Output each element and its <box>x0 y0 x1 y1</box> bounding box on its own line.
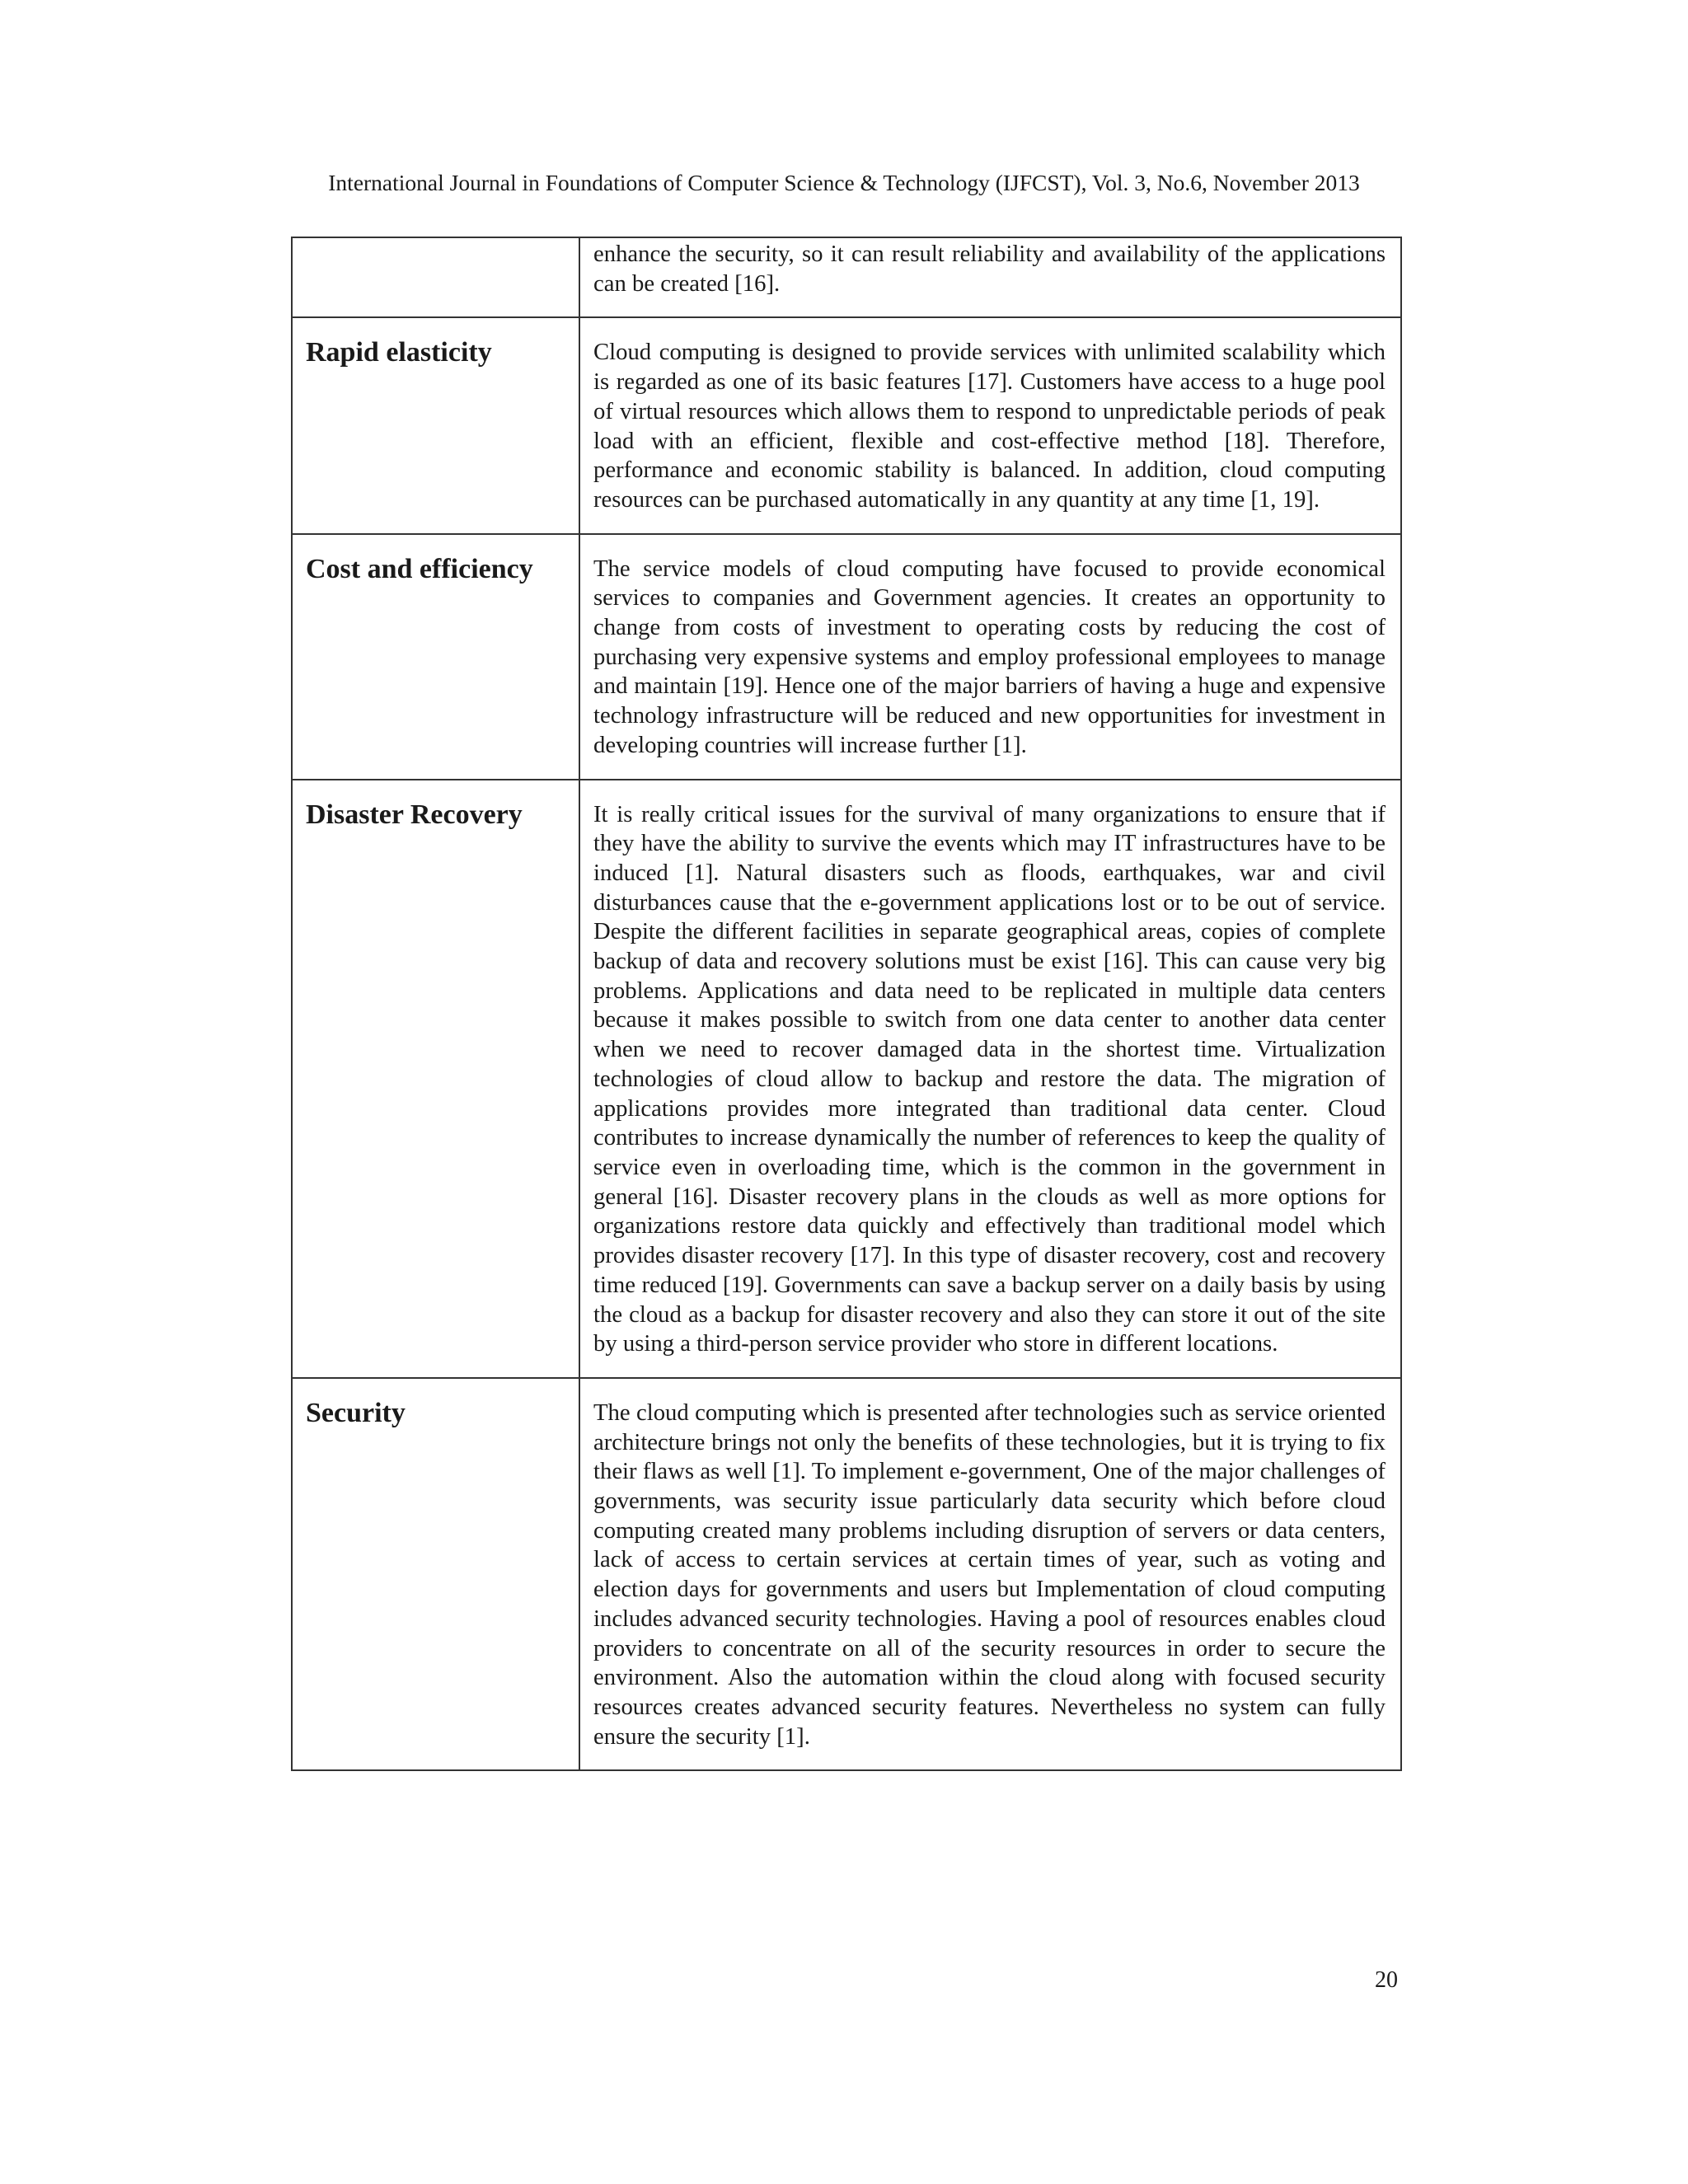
term-cell <box>292 780 579 1378</box>
term-cell <box>292 534 579 780</box>
feature-term: Security <box>306 1397 406 1428</box>
feature-description: Cloud computing is designed to provide services with unlimited scalability which is regarded as one of its basic features [17]. Customers have access to a huge pool of virtual resources which allows them to respond to unpredictable periods of peak load with an efficient, flexible and cost-effective method [18]. Therefore, performance and economic stability is balanced. In addition, cloud computing resources can be purchased automatically in any quantity at any time [1, 19]. <box>593 339 1386 513</box>
table-row-rapid-elasticity <box>292 317 1401 533</box>
description-cell <box>579 317 1401 533</box>
table-row-cost-and-efficiency <box>292 534 1401 780</box>
cloud-features-table <box>291 237 1402 1771</box>
feature-term: Cost and efficiency <box>306 553 533 584</box>
feature-description: It is really critical issues for the survival of many organizations to ensure that if they have the ability to survive the events which may IT infrastructures have to be induced [1]. Natural disasters such as floods, earthquakes, war and civil disturbances cause that the e-government applications lost or to be out of service. Despite the different facilities in separate geographical areas, copies of complete backup of data and recovery solutions must be exist [16]. This can cause very big problems. Applications and data need to be replicated in multiple data centers because it makes possible to switch from one data center to another data center when we need to recover damaged data in the shortest time. Virtualization technologies of cloud allow to backup and restore the data. The migration of applications provides more integrated than traditional data center. Cloud contributes to increase dynamically the number of references to keep the quality of service even in overloading time, which is the common in the government in general [16]. Disaster recovery plans in the clouds as well as more options for organizations restore data quickly and effectively than traditional model which provides disaster recovery [17]. In this type of disaster recovery, cost and recovery time reduced [19]. Governments can save a backup server on a daily basis by using the cloud as a backup for disaster recovery and also they can store it out of the site by using a third-person service provider who store in different locations. <box>593 800 1386 1357</box>
feature-description: enhance the security, so it can result reliability and availability of the applications can be created [16]. <box>593 241 1386 297</box>
term-cell <box>292 1378 579 1770</box>
feature-term <box>293 238 579 256</box>
description-cell <box>579 237 1401 317</box>
page-number: 20 <box>1375 1967 1398 1993</box>
table-row-security <box>292 1378 1401 1770</box>
term-cell <box>292 317 579 533</box>
feature-description: The service models of cloud computing have focused to provide economical services to companies and Government agencies. It creates an opportunity to change from costs of investment to operating costs by reducing the cost of purchasing very expensive systems and employ professional employees to manage and maintain [19]. Hence one of the major barriers of having a huge and expensive technology infrastructure will be reduced and new opportunities for investment in developing countries will increase further [1]. <box>593 555 1386 758</box>
table-row-disaster-recovery <box>292 780 1401 1378</box>
feature-term: Disaster Recovery <box>306 799 523 830</box>
table-row-continuation <box>292 237 1401 317</box>
description-cell <box>579 534 1401 780</box>
term-cell <box>292 237 579 317</box>
running-header: International Journal in Foundations of Computer Science & Technology (IJFCST), Vol. 3, No.6, November 2013 <box>328 170 1360 195</box>
feature-term: Rapid elasticity <box>306 337 492 368</box>
description-cell <box>579 780 1401 1378</box>
feature-description: The cloud computing which is presented after technologies such as service oriented architecture brings not only the benefits of these technologies, but it is trying to fix their flaws as well [1]. To implement e-government, One of the major challenges of governments, was security issue particularly data security which before cloud computing created many problems including disruption of servers or data centers, lack of access to certain services at certain times of year, such as voting and election days for governments and users but Implementation of cloud computing includes advanced security technologies. Having a pool of resources enables cloud providers to concentrate on all of the security resources in order to secure the environment. Also the automation within the cloud along with focused security resources creates advanced security features. Nevertheless no system can fully ensure the security [1]. <box>593 1399 1386 1750</box>
description-cell <box>579 1378 1401 1770</box>
